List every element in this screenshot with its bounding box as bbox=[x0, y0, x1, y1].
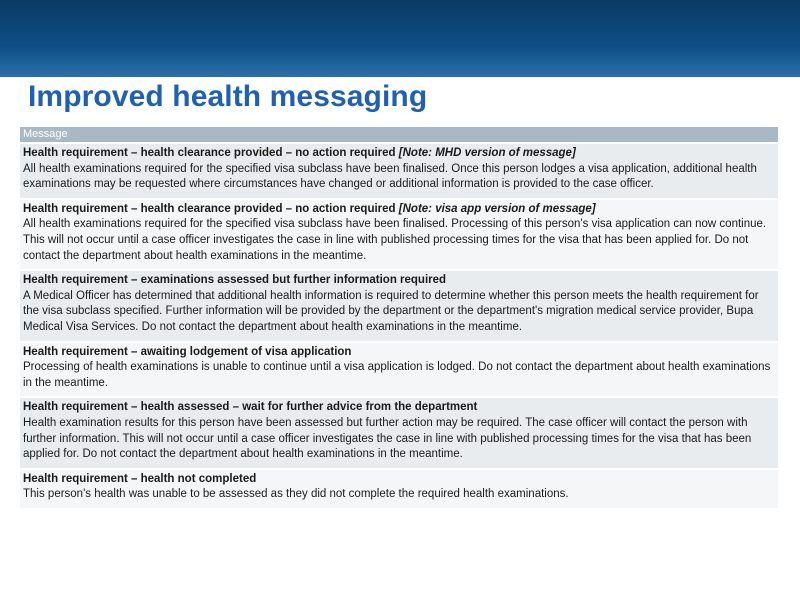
table-cell bbox=[20, 143, 778, 199]
message-body: Health examination results for this person have been assessed but further action may be required. The case officer will contact the person with further information. This will not occur until a case officer investigates the case in line with published processing times for the visa that has been applied for. Do not contact the department about health examinations in the meantime. bbox=[23, 416, 752, 461]
messages-table bbox=[20, 127, 778, 508]
table-cell bbox=[20, 199, 778, 270]
message-body: A Medical Officer has determined that additional health information is required to determine whether this person meets the health requirement for the visa subclass specified. Further information will be provided by the department or the department's migration medical service provider, Bupa Medical Visa Services. Do not contact the department about health examinations in the meantime. bbox=[23, 289, 759, 333]
table-row bbox=[20, 143, 778, 199]
message-body: Processing of health examinations is unable to continue until a visa application is lodged. Do not contact the department about health examinations in the meantime. bbox=[23, 361, 771, 389]
table-cell bbox=[20, 397, 778, 468]
header-banner bbox=[0, 0, 800, 77]
message-title: Health requirement – examinations assessed but further information required bbox=[23, 274, 447, 287]
message-note: [Note: MHD version of message] bbox=[398, 147, 576, 159]
table-row bbox=[20, 469, 778, 508]
message-body: All health examinations required for the specified visa subclass have been finalised. Once this person lodges a visa application, additional health examinations may be requested where circumstances have changed or additional information is provided to the case officer. bbox=[23, 162, 757, 191]
banner-shine bbox=[0, 47, 800, 77]
page-title: Improved health messaging bbox=[28, 80, 428, 113]
column-header-message: Message bbox=[20, 127, 778, 143]
table-cell bbox=[20, 469, 778, 508]
table-row bbox=[20, 342, 778, 398]
table-row bbox=[20, 199, 778, 270]
message-title: Health requirement – health not completed bbox=[23, 472, 257, 485]
table-row bbox=[20, 397, 778, 468]
message-body: This person's health was unable to be assessed as they did not complete the required health examinations. bbox=[23, 488, 569, 501]
message-title: Health requirement – health clearance provided – no action required bbox=[23, 202, 396, 215]
table-cell bbox=[20, 270, 778, 341]
table-cell bbox=[20, 342, 778, 398]
message-body: All health examinations required for the specified visa subclass have been finalised. Processing of this person's visa application can now continue. This will not occur until a case officer investigates the case in line with published processing times for the visa that has been applied for. Do not contact the department about health examinations in the meantime. bbox=[23, 218, 767, 262]
table-row bbox=[20, 270, 778, 341]
table-header-row bbox=[20, 127, 778, 143]
message-note: [Note: visa app version of message] bbox=[398, 202, 596, 215]
message-title: Health requirement – health clearance provided – no action required bbox=[23, 147, 396, 159]
message-title: Health requirement – health assessed – wait for further advice from the department bbox=[23, 401, 478, 414]
message-title: Health requirement – awaiting lodgement of visa application bbox=[23, 345, 352, 358]
